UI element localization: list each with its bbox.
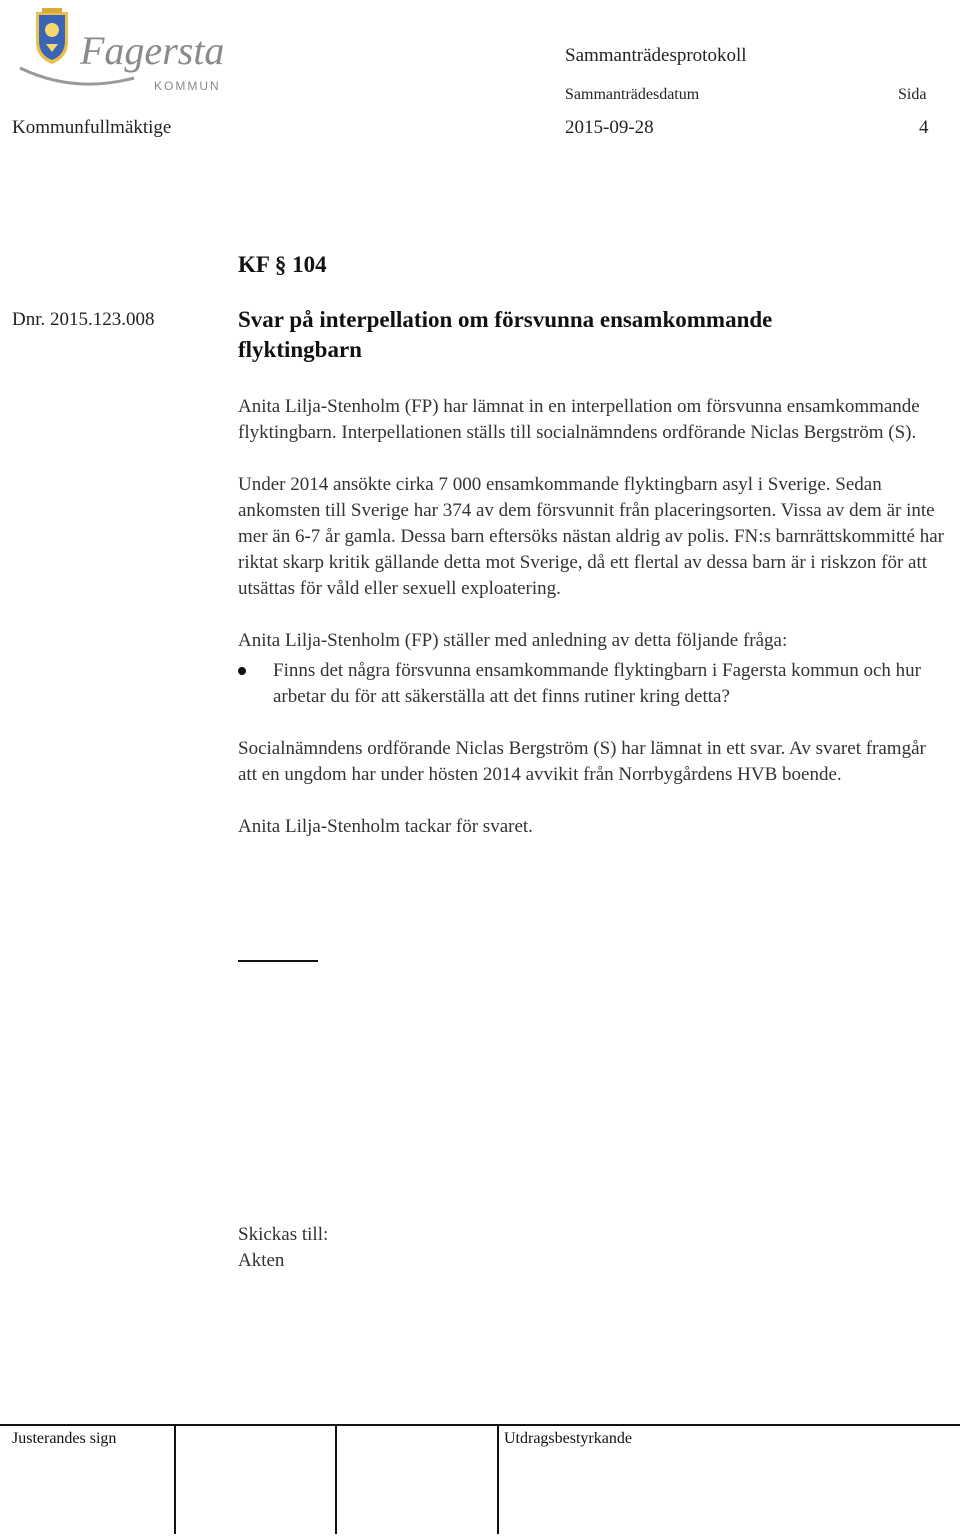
question-text: Finns det några försvunna ensamkommande flyktingbarn i Fagersta kommun och hur arbetar du för att säkerställa att det finns rutiner kring detta? bbox=[273, 660, 921, 707]
logo-subtext: KOMMUN bbox=[154, 79, 221, 93]
page-label: Sida bbox=[898, 86, 927, 103]
paragraph-question-intro: Anita Lilja-Stenholm (FP) ställer med anledning av detta följande fråga: bbox=[238, 630, 788, 651]
fagersta-kommun-logo bbox=[14, 6, 236, 98]
footer-top-rule bbox=[0, 1424, 960, 1426]
dnr: Dnr. 2015.123.008 bbox=[12, 309, 155, 330]
footer-divider-3 bbox=[497, 1424, 499, 1534]
sent-to-value: Akten bbox=[238, 1250, 285, 1271]
distribution bbox=[238, 1222, 948, 1274]
logo-wordmark: Fagersta bbox=[80, 28, 225, 73]
extract-label: Utdragsbestyrkande bbox=[504, 1430, 632, 1447]
paragraph-thanks: Anita Lilja-Stenholm tackar för svaret. bbox=[238, 816, 533, 837]
sent-to-label: Skickas till: bbox=[238, 1224, 329, 1245]
footer-divider-2 bbox=[335, 1424, 337, 1534]
bullet-icon bbox=[238, 667, 246, 675]
footer-divider-1 bbox=[174, 1424, 176, 1534]
item-body bbox=[238, 394, 948, 840]
item-title: Svar på interpellation om försvunna ensamkommande flyktingbarn bbox=[238, 307, 773, 362]
page-number: 4 bbox=[919, 117, 929, 138]
question-bullet bbox=[238, 658, 948, 710]
signature-label: Justerandes sign bbox=[12, 1430, 117, 1447]
end-rule bbox=[238, 960, 318, 962]
coat-of-arms bbox=[36, 8, 68, 64]
meeting-date: 2015-09-28 bbox=[565, 117, 654, 138]
paragraph-answer: Socialnämndens ordförande Niclas Bergström (S) har lämnat in ett svar. Av svaret framgår att en ungdom har under hösten 2014 avvikit från Norrbygårdens HVB boende. bbox=[238, 738, 926, 785]
body-name: Kommunfullmäktige bbox=[12, 117, 172, 138]
paragraph-background: Under 2014 ansökte cirka 7 000 ensamkommande flyktingbarn asyl i Sverige. Sedan ankomsten till Sverige har 374 av dem försvunnit från placeringsorten. Vissa av dem är inte mer än 6-7 år gamla. Dessa barn eftersöks nästan aldrig av polis. FN:s barnrättskommitté har riktat skarp kritik gällande detta mot Sverige, då ett flertal av dessa barn är i riskzon för att utsättas för våld eller sexuell exploatering. bbox=[238, 474, 944, 599]
document-type: Sammanträdesprotokoll bbox=[565, 45, 747, 66]
paragraph-number: KF § 104 bbox=[238, 252, 327, 277]
date-label: Sammanträdesdatum bbox=[565, 86, 700, 103]
paragraph-interpellation: Anita Lilja-Stenholm (FP) har lämnat in en interpellation om försvunna ensamkommande flyktingbarn. Interpellationen ställs till socialnämndens ordförande Niclas Bergström (S). bbox=[238, 396, 920, 443]
